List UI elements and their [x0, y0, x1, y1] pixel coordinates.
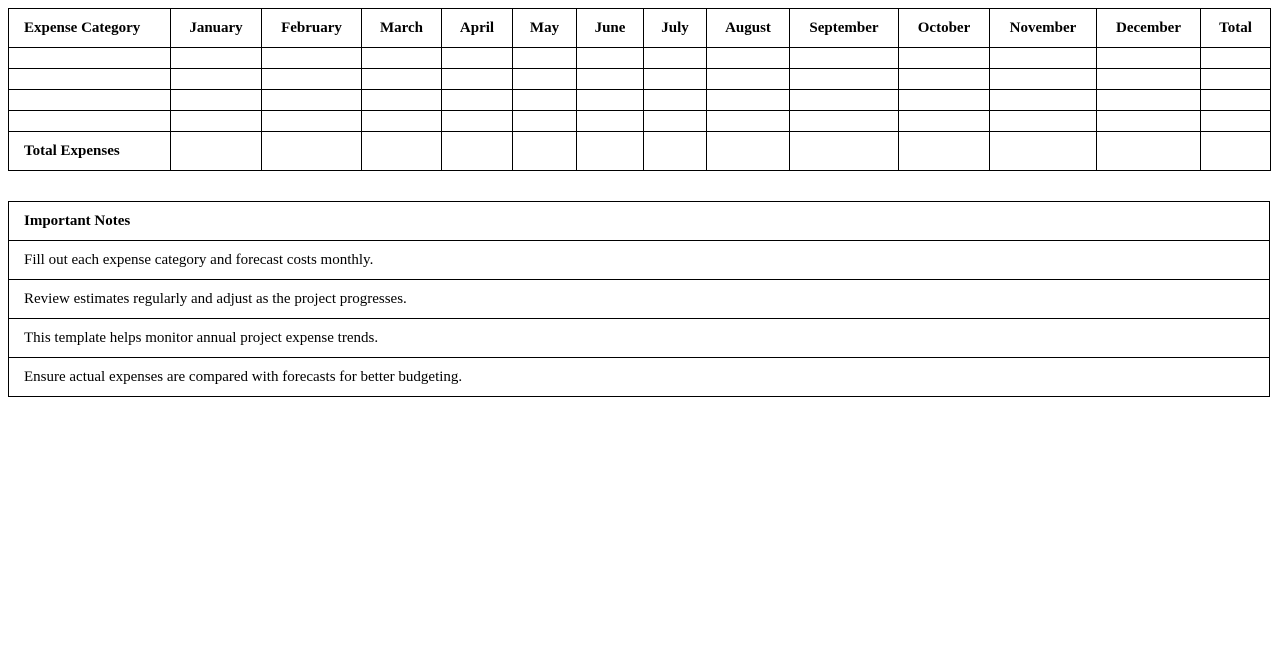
header-september: September	[790, 9, 899, 48]
total-cell-september[interactable]	[790, 132, 899, 171]
note-row	[9, 241, 1270, 280]
expense-cell-october[interactable]	[899, 69, 990, 90]
expense-cell-january[interactable]	[171, 48, 262, 69]
total-cell-january[interactable]	[171, 132, 262, 171]
note-row	[9, 319, 1270, 358]
expense-cell-august[interactable]	[707, 48, 790, 69]
expense-cell-march[interactable]	[362, 111, 442, 132]
expense-cell-october[interactable]	[899, 90, 990, 111]
total-cell-february[interactable]	[262, 132, 362, 171]
expense-cell-october[interactable]	[899, 48, 990, 69]
expense-table	[8, 8, 1271, 171]
expense-row	[9, 48, 1271, 69]
expense-cell-april[interactable]	[442, 69, 513, 90]
total-cell-august[interactable]	[707, 132, 790, 171]
expense-cell-february[interactable]	[262, 69, 362, 90]
total-cell-july[interactable]	[644, 132, 707, 171]
expense-cell-total[interactable]	[1201, 69, 1271, 90]
note-item: Fill out each expense category and forecast costs monthly.	[9, 241, 1270, 280]
expense-cell-september[interactable]	[790, 48, 899, 69]
expense-cell-february[interactable]	[262, 111, 362, 132]
expense-cell-august[interactable]	[707, 111, 790, 132]
expense-cell-july[interactable]	[644, 111, 707, 132]
expense-cell-september[interactable]	[790, 111, 899, 132]
expense-cell-march[interactable]	[362, 69, 442, 90]
expense-cell-june[interactable]	[577, 111, 644, 132]
expense-cell-april[interactable]	[442, 111, 513, 132]
expense-cell-march[interactable]	[362, 90, 442, 111]
expense-cell-april[interactable]	[442, 48, 513, 69]
note-row	[9, 280, 1270, 319]
expense-cell-january[interactable]	[171, 69, 262, 90]
header-december: December	[1097, 9, 1201, 48]
expense-row	[9, 111, 1271, 132]
expense-cell-category[interactable]	[9, 69, 171, 90]
total-cell-december[interactable]	[1097, 132, 1201, 171]
total-cell-october[interactable]	[899, 132, 990, 171]
expense-row	[9, 69, 1271, 90]
expense-cell-december[interactable]	[1097, 90, 1201, 111]
expense-cell-october[interactable]	[899, 111, 990, 132]
expense-cell-december[interactable]	[1097, 111, 1201, 132]
expense-cell-february[interactable]	[262, 48, 362, 69]
expense-cell-may[interactable]	[513, 111, 577, 132]
header-total: Total	[1201, 9, 1271, 48]
expense-cell-july[interactable]	[644, 69, 707, 90]
expense-cell-september[interactable]	[790, 90, 899, 111]
expense-cell-august[interactable]	[707, 90, 790, 111]
header-june: June	[577, 9, 644, 48]
header-february: February	[262, 9, 362, 48]
expense-cell-november[interactable]	[990, 90, 1097, 111]
header-expense-category: Expense Category	[9, 9, 171, 48]
note-row	[9, 358, 1270, 397]
expense-cell-december[interactable]	[1097, 48, 1201, 69]
expense-cell-total[interactable]	[1201, 48, 1271, 69]
total-cell-may[interactable]	[513, 132, 577, 171]
expense-cell-august[interactable]	[707, 69, 790, 90]
expense-cell-november[interactable]	[990, 69, 1097, 90]
expense-cell-july[interactable]	[644, 90, 707, 111]
header-october: October	[899, 9, 990, 48]
note-item: Review estimates regularly and adjust as the project progresses.	[9, 280, 1270, 319]
expense-cell-september[interactable]	[790, 69, 899, 90]
expense-cell-total[interactable]	[1201, 90, 1271, 111]
notes-title-row	[9, 202, 1270, 241]
expense-cell-june[interactable]	[577, 69, 644, 90]
expense-cell-december[interactable]	[1097, 69, 1201, 90]
total-cell-april[interactable]	[442, 132, 513, 171]
expense-cell-may[interactable]	[513, 69, 577, 90]
expense-cell-january[interactable]	[171, 111, 262, 132]
expense-cell-june[interactable]	[577, 48, 644, 69]
header-row	[9, 9, 1271, 48]
expense-cell-category[interactable]	[9, 48, 171, 69]
total-cell-total[interactable]	[1201, 132, 1271, 171]
total-cell-november[interactable]	[990, 132, 1097, 171]
expense-cell-november[interactable]	[990, 111, 1097, 132]
total-cell-june[interactable]	[577, 132, 644, 171]
expense-cell-november[interactable]	[990, 48, 1097, 69]
expense-cell-june[interactable]	[577, 90, 644, 111]
expense-cell-april[interactable]	[442, 90, 513, 111]
expense-cell-january[interactable]	[171, 90, 262, 111]
header-november: November	[990, 9, 1097, 48]
expense-cell-category[interactable]	[9, 90, 171, 111]
expense-cell-february[interactable]	[262, 90, 362, 111]
header-march: March	[362, 9, 442, 48]
header-may: May	[513, 9, 577, 48]
expense-cell-total[interactable]	[1201, 111, 1271, 132]
notes-table	[8, 201, 1270, 397]
notes-title: Important Notes	[9, 202, 1270, 241]
header-july: July	[644, 9, 707, 48]
expense-cell-july[interactable]	[644, 48, 707, 69]
note-item: Ensure actual expenses are compared with forecasts for better budgeting.	[9, 358, 1270, 397]
header-january: January	[171, 9, 262, 48]
header-august: August	[707, 9, 790, 48]
expense-cell-may[interactable]	[513, 48, 577, 69]
total-cell-march[interactable]	[362, 132, 442, 171]
note-item: This template helps monitor annual project expense trends.	[9, 319, 1270, 358]
expense-cell-march[interactable]	[362, 48, 442, 69]
total-expenses-row	[9, 132, 1271, 171]
total-expenses-label: Total Expenses	[9, 132, 171, 171]
header-april: April	[442, 9, 513, 48]
expense-cell-may[interactable]	[513, 90, 577, 111]
expense-cell-category[interactable]	[9, 111, 171, 132]
expense-row	[9, 90, 1271, 111]
